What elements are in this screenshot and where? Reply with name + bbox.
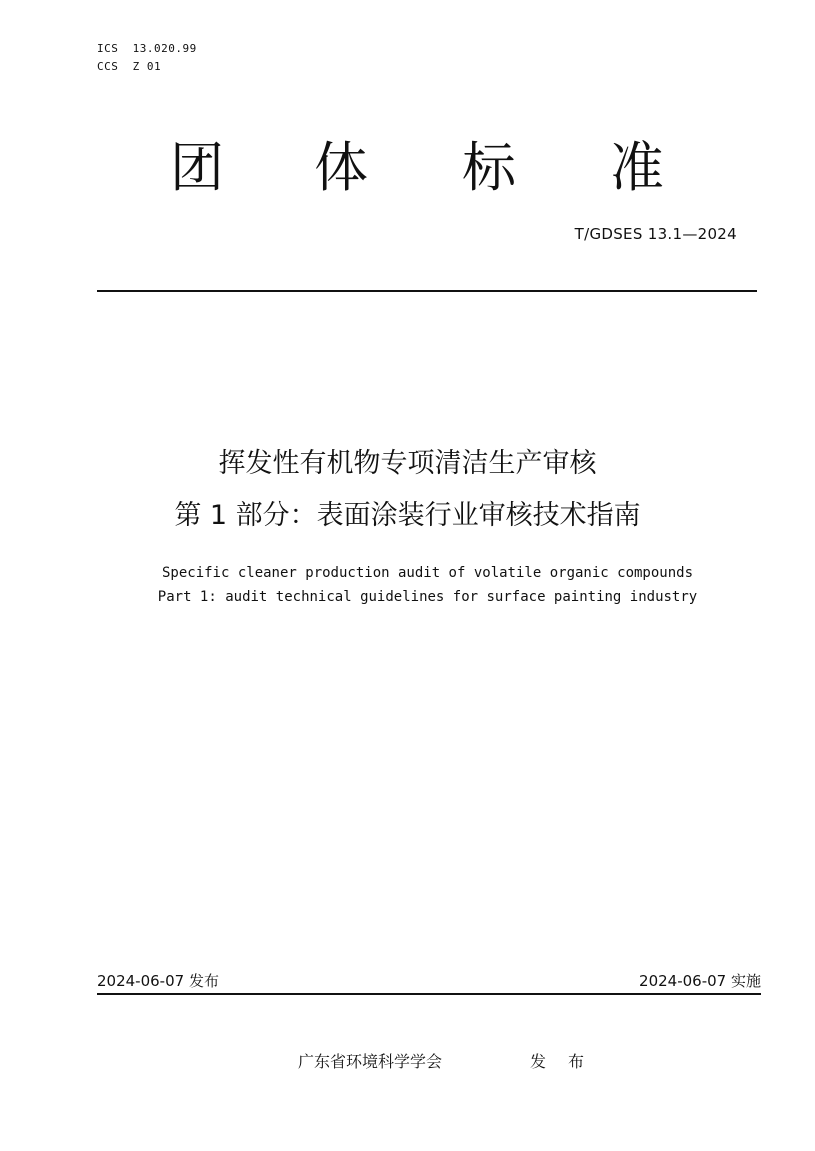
- title-cn-line-2: 第 1 部分：表面涂装行业审核技术指南: [174, 500, 641, 531]
- publish-action: 发布: [530, 1052, 607, 1071]
- title-cn-line-1: 挥发性有机物专项清洁生产审核: [218, 448, 597, 479]
- title-en-line-2: Part 1: audit technical guidelines for surface painting industry: [157, 589, 698, 605]
- top-divider: [97, 290, 757, 292]
- issue-date: 2024-06-07 发布: [97, 972, 219, 990]
- standard-type-char-4: 准: [610, 136, 664, 199]
- implementation-date: 2024-06-07 实施: [639, 972, 761, 990]
- publisher-name: 广东省环境科学学会: [298, 1052, 443, 1071]
- title-en-line-1: Specific cleaner production audit of volatile organic compounds: [161, 565, 693, 581]
- standard-number: T/GDSES 13.1—2024: [574, 225, 737, 243]
- classification-codes: [97, 40, 197, 76]
- standard-type-char-2: 体: [314, 136, 368, 199]
- standard-type-char-1: 团: [170, 136, 224, 199]
- ccs-code: CCS Z 01: [97, 60, 162, 73]
- bottom-divider: [97, 993, 761, 995]
- standard-type-char-3: 标: [462, 136, 516, 199]
- ics-code: ICS 13.020.99: [97, 42, 197, 55]
- standard-type-heading: [150, 128, 690, 208]
